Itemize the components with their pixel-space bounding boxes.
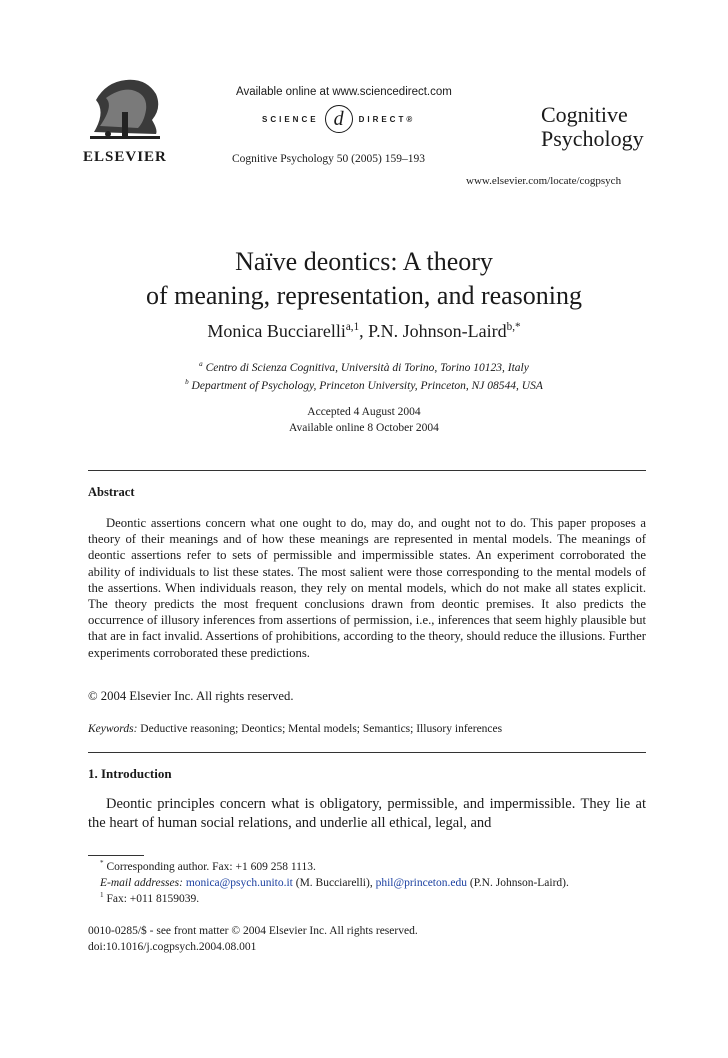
affiliation-b [0, 380, 728, 392]
article-title-line2: of meaning, representation, and reasoning [145, 281, 583, 310]
footnote-text: Fax: +011 8159039. [106, 893, 200, 905]
email-label: E-mail addresses: [100, 877, 183, 889]
journal-url[interactable]: www.elsevier.com/locate/cogpsych [466, 175, 622, 187]
elsevier-tree-logo-icon [86, 72, 164, 144]
footnote-emails [100, 877, 569, 889]
sd-right-word: DIRECT® [358, 114, 416, 124]
available-date: Available online 8 October 2004 [289, 422, 439, 434]
footnote-marker: * [100, 859, 104, 868]
journal-logo [541, 103, 644, 151]
author-marker: a,1 [345, 321, 360, 333]
author-list [0, 321, 728, 342]
affiliation-text: Department of Psychology, Princeton University, Princeton, NJ 08544, USA [191, 380, 543, 392]
section-heading: 1. Introduction [88, 766, 172, 781]
email-link-johnson-laird[interactable]: phil@princeton.edu [375, 877, 467, 889]
author-name: , P.N. Johnson-Laird [359, 321, 507, 341]
affiliation-marker: a [199, 360, 203, 369]
divider [88, 470, 646, 471]
intro-body [88, 795, 646, 833]
doi-line[interactable]: doi:10.1016/j.cogpsych.2004.08.001 [88, 941, 257, 953]
affiliation-text: Centro di Scienza Cognitiva, Università di Torino, Torino 10123, Italy [205, 362, 529, 374]
footnote-divider [88, 855, 144, 856]
journal-logo-line1: Cognitive [541, 102, 628, 127]
sciencedirect-logo [262, 104, 415, 134]
journal-logo-line2: Psychology [541, 126, 644, 151]
abstract-copyright: © 2004 Elsevier Inc. All rights reserved. [88, 689, 294, 703]
keywords-label: Keywords: [88, 723, 138, 735]
footnote-fax [100, 893, 199, 905]
footnote-text: Corresponding author. Fax: +1 609 258 1113. [106, 861, 316, 873]
accepted-date: Accepted 4 August 2004 [307, 406, 421, 418]
author-name: Monica Bucciarelli [207, 321, 346, 341]
publisher-name: ELSEVIER [83, 149, 167, 165]
author-marker: b,* [506, 321, 521, 333]
divider [88, 752, 646, 753]
affiliation-marker: b [185, 378, 189, 387]
abstract-body [88, 515, 646, 661]
email-link-bucciarelli[interactable]: monica@psych.unito.it [185, 877, 293, 889]
sd-at-icon: d [325, 105, 353, 133]
footnote-marker: 1 [100, 891, 104, 900]
abstract-heading: Abstract [88, 485, 135, 499]
keywords-text: Deductive reasoning; Deontics; Mental models; Semantics; Illusory inferences [140, 723, 503, 735]
article-title-line1: Naïve deontics: A theory [235, 247, 493, 276]
available-online-text: Available online at www.sciencedirect.com [236, 86, 452, 98]
sd-left-word: SCIENCE [262, 114, 319, 124]
email-owner: (P.N. Johnson-Laird). [469, 877, 569, 889]
abstract-text: Deontic assertions concern what one ought to do, may do, and ought not to do. This paper proposes a theory of their meanings and of how these meanings are represented in mental models. The meanings of deontic assertions refer to sets of permissible and impermissible states. An experiment corroborated the ability of individuals to list these states. The most salient were those corresponding to the mental models of the assertions. When individuals reason, they rely on mental models, which do not make all states explicit. The theory predicts the most frequent conclusions drawn from deontic premises. It also predicts the occurrence of illusory inferences from assertions of permission, i.e., inferences that seem highly plausible but that are in fact invalid. Assertions of prohibitions, according to the theory, should reduce the illusions. Further experiments corroborated these predictions. [88, 516, 646, 660]
journal-reference: Cognitive Psychology 50 (2005) 159–193 [232, 153, 425, 165]
email-owner: (M. Bucciarelli), [295, 877, 373, 889]
footnote-corresponding [100, 861, 316, 873]
issn-line: 0010-0285/$ - see front matter © 2004 Elsevier Inc. All rights reserved. [88, 925, 418, 937]
keywords [88, 723, 502, 735]
intro-text: Deontic principles concern what is obligatory, permissible, and impermissible. They lie at the heart of human social relations, and underlie all ethical, legal, and [88, 796, 646, 831]
affiliation-a [0, 362, 728, 374]
